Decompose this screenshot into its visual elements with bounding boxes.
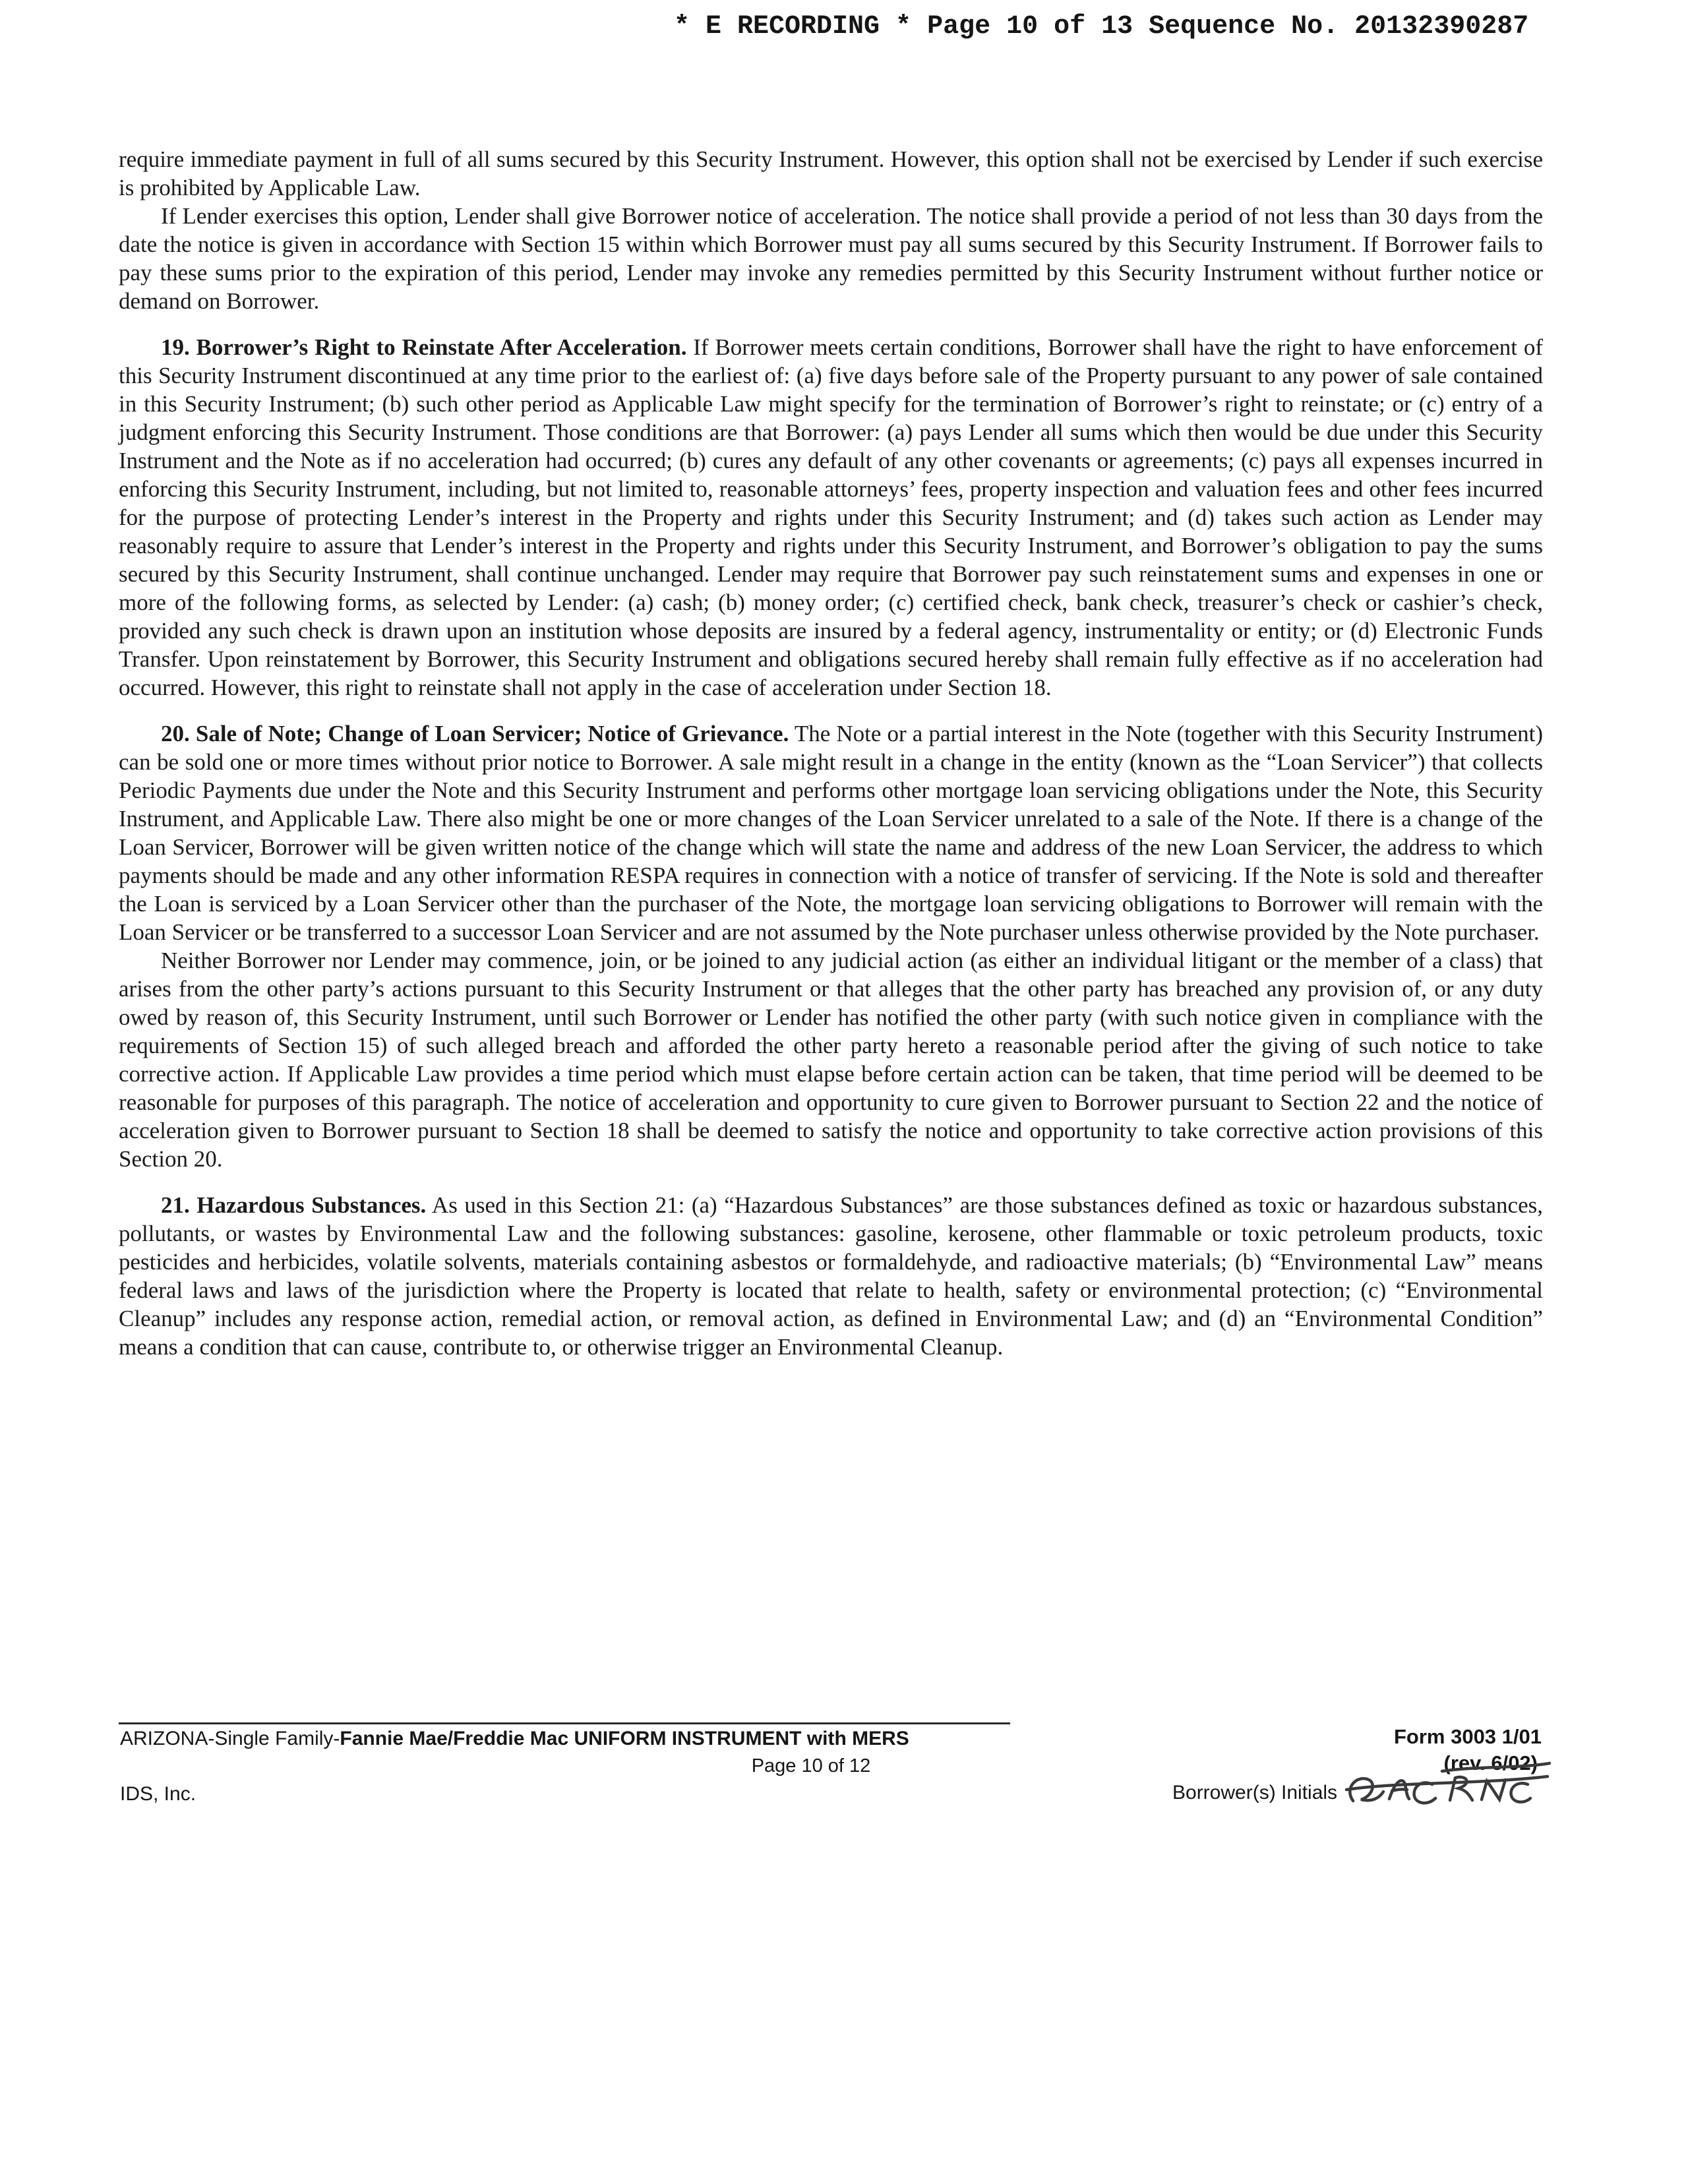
paragraph-text: The Note or a partial interest in the Note (together with this Security Instrument) can be sold one or more times without prior notice to Borrower. A sale might result in a change in the entity (known as the “Loan Servicer”) that collects Periodic Payments due under the Note and this Security Instrument and performs other mortgage loan servicing obligations under the Note, this Security Instrument, and Applicable Law. There also might be one or more changes of the Loan Servicer unrelated to a sale of the Note. If there is a change of the Loan Servicer, Borrower will be given written notice of the change which will state the name and address of the new Loan Servicer, the address to which payments should be made and any other information RESPA requires in connection with a notice of transfer of servicing. If the Note is sold and thereafter the Loan is serviced by a Loan Servicer other than the purchaser of the Note, the mortgage loan servicing obligations to Borrower will remain with the Loan Servicer or be transferred to a successor Loan Servicer and are not assumed by the Note purchaser unless otherwise provided by the Note purchaser. [119, 721, 1543, 945]
document-body [119, 145, 1543, 1361]
acceleration-notice-paragraph [119, 202, 1543, 315]
e-recording-header: * E RECORDING * Page 10 of 13 Sequence No. 20132390287 [674, 12, 1529, 42]
footer-page-indicator: Page 10 of 12 [751, 1755, 871, 1776]
grievance-paragraph [119, 946, 1543, 1173]
paragraph-text: Neither Borrower nor Lender may commence, join, or be joined to any judicial action (as either an individual litigant or the member of a class) that arises from the other party’s actions pursuant to this Security Instrument or that alleges that the other party has breached any provision of, or any duty owed by reason of, this Security Instrument, until such Borrower or Lender has notified the other party (with such notice given in compliance with the requirements of Section 15) of such alleged breach and afforded the other party hereto a reasonable period after the giving of such notice to take corrective action. If Applicable Law provides a time period which must elapse before certain action can be taken, that time period will be deemed to be reasonable for purposes of this paragraph. The notice of acceleration and opportunity to cure given to Borrower pursuant to Section 22 and the notice of acceleration given to Borrower pursuant to Section 18 shall be deemed to satisfy the notice and opportunity to take corrective action provisions of this Section 20. [119, 948, 1543, 1172]
footer-revision: (rev. 6/02) [1443, 1751, 1538, 1774]
borrowers-initials-label: Borrower(s) Initials [1172, 1782, 1338, 1804]
paragraph-text: As used in this Section 21: (a) “Hazardous Substances” are those substances defined as toxic or hazardous substances, pollutants, or wastes by Environmental Law and the following substances: gasoline, kerosene, other flammable or toxic petroleum products, toxic pesticides and herbicides, volatile solvents, materials containing asbestos or formaldehyde, and radioactive materials; (b) “Environmental Law” means federal laws and laws of the jurisdiction where the Property is located that relate to health, safety or environmental protection; (c) “Environmental Cleanup” includes any response action, remedial action, or removal action, as defined in Environmental Law; and (d) an “Environmental Condition” means a condition that can cause, contribute to, or otherwise trigger an Environmental Cleanup. [119, 1192, 1543, 1360]
continued-paragraph [119, 145, 1543, 202]
paragraph-text: require immediate payment in full of all sums secured by this Security Instrument. However, this option shall not be exercised by Lender if such exercise is prohibited by Applicable Law. [119, 146, 1543, 200]
section-21-paragraph [119, 1191, 1543, 1361]
footer-divider [119, 1722, 1010, 1724]
footer-form-number: Form 3003 1/01 [1393, 1725, 1542, 1748]
footer-instrument-line [120, 1728, 909, 1750]
handwritten-initials [1333, 1738, 1551, 1817]
section-21-heading: 21. Hazardous Substances. [161, 1192, 427, 1218]
section-19-heading: 19. Borrower’s Right to Reinstate After Acceleration. [161, 334, 687, 360]
footer-jurisdiction: ARIZONA-Single Family- [120, 1728, 340, 1749]
footer-instrument-title: Fannie Mae/Freddie Mac UNIFORM INSTRUMENT with MERS [340, 1728, 909, 1749]
section-20-paragraph [119, 719, 1543, 946]
footer-preparer: IDS, Inc. [120, 1783, 196, 1805]
paragraph-text: If Lender exercises this option, Lender shall give Borrower notice of acceleration. The notice shall provide a period of not less than 30 days from the date the notice is given in accordance with Section 15 within which Borrower must pay all sums secured by this Security Instrument. If Borrower fails to pay these sums prior to the expiration of this period, Lender may invoke any remedies permitted by this Security Instrument without further notice or demand on Borrower. [119, 203, 1543, 314]
section-19-paragraph [119, 333, 1543, 702]
paragraph-text: If Borrower meets certain conditions, Borrower shall have the right to have enforcement of this Security Instrument discontinued at any time prior to the earliest of: (a) five days before sale of the Property pursuant to any power of sale contained in this Security Instrument; (b) such other period as Applicable Law might specify for the termination of Borrower’s right to reinstate; or (c) entry of a judgment enforcing this Security Instrument. Those conditions are that Borrower: (a) pays Lender all sums which then would be due under this Security Instrument and the Note as if no acceleration had occurred; (b) cures any default of any other covenants or agreements; (c) pays all expenses incurred in enforcing this Security Instrument, including, but not limited to, reasonable attorneys’ fees, property inspection and valuation fees and other fees incurred for the purpose of protecting Lender’s interest in the Property and rights under this Security Instrument; and (d) takes such action as Lender may reasonably require to assure that Lender’s interest in the Property and rights under this Security Instrument, and Borrower’s obligation to pay the sums secured by this Security Instrument, shall continue unchanged. Lender may require that Borrower pay such reinstatement sums and expenses in one or more of the following forms, as selected by Lender: (a) cash; (b) money order; (c) certified check, bank check, treasurer’s check or cashier’s check, provided any such check is drawn upon an institution whose deposits are insured by a federal agency, instrumentality or entity; or (d) Electronic Funds Transfer. Upon reinstatement by Borrower, this Security Instrument and obligations secured hereby shall remain fully effective as if no acceleration had occurred. However, this right to reinstate shall not apply in the case of acceleration under Section 18. [119, 334, 1543, 700]
section-20-heading: 20. Sale of Note; Change of Loan Servicer; Notice of Grievance. [161, 721, 789, 746]
